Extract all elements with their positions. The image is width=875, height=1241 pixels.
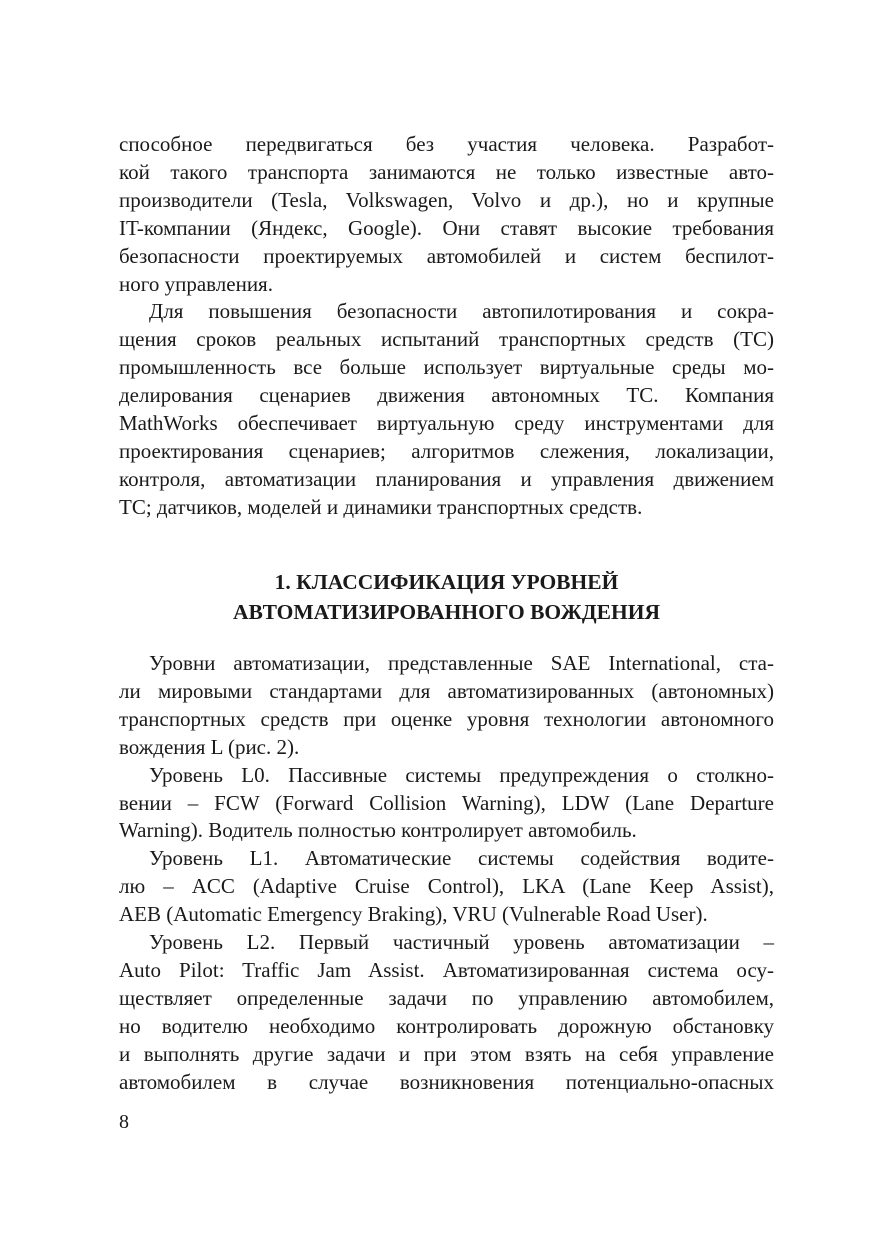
text-line: безопасности проектируемых автомобилей и систем беспилот- [119, 243, 774, 268]
text-line: ного управления. [119, 271, 273, 296]
text-line: делирования сценариев движения автономных ТС. Компания [119, 383, 774, 408]
text-line: IT-компании (Яндекс, Google). Они ставят высокие требования [119, 215, 774, 240]
text-line: и выполнять другие задачи и при этом взять на себя управление [119, 1041, 774, 1066]
section-heading-line: АВТОМАТИЗИРОВАННОГО ВОЖДЕНИЯ [233, 600, 660, 624]
text-line: Уровень L0. Пассивные системы предупреждения о столкно- [149, 762, 774, 787]
text-line: промышленность все больше использует виртуальные среды мо- [119, 355, 774, 380]
text-line: ществляет определенные задачи по управлению автомобилем, [119, 985, 774, 1010]
text-line: Уровень L2. Первый частичный уровень автоматизации – [149, 930, 774, 955]
text-line: ТС; датчиков, моделей и динамики транспортных средств. [119, 494, 643, 519]
text-line: лю – ACC (Adaptive Cruise Control), LKA (Lane Keep Assist), [119, 874, 774, 899]
text-line: Для повышения безопасности автопилотирования и сокра- [149, 299, 774, 324]
text-line: автомобилем в случае возникновения потенциально-опасных [119, 1069, 774, 1094]
text-line: вождения L (рис. 2). [119, 734, 300, 759]
text-line: ли мировыми стандартами для автоматизированных (автономных) [119, 678, 774, 703]
page-number: 8 [119, 1111, 129, 1133]
text-line: AEB (Automatic Emergency Braking), VRU (Vulnerable Road User). [119, 902, 708, 927]
text-line: вении – FCW (Forward Collision Warning), LDW (Lane Departure [119, 790, 774, 815]
text-line: Уровень L1. Автоматические системы содействия водите- [149, 846, 774, 871]
text-line: способное передвигаться без участия человека. Разработ- [119, 132, 774, 156]
text-line: но водителю необходимо контролировать дорожную обстановку [119, 1013, 774, 1038]
text-line: Warning). Водитель полностью контролирует автомобиль. [119, 818, 637, 843]
intro-text [119, 131, 774, 522]
text-line: контроля, автоматизации планирования и управления движением [119, 466, 774, 491]
section-heading [119, 567, 774, 627]
text-line: проектирования сценариев; алгоритмов слежения, локализации, [119, 438, 774, 463]
text-line: Auto Pilot: Traffic Jam Assist. Автоматизированная система осу- [119, 957, 774, 982]
section-text [119, 650, 774, 1097]
text-line: кой такого транспорта занимаются не только известные авто- [119, 159, 774, 184]
text-line: производители (Tesla, Volkswagen, Volvo и др.), но и крупные [119, 187, 774, 212]
text-line: щения сроков реальных испытаний транспортных средств (ТС) [119, 327, 774, 352]
section-heading-line: 1. КЛАССИФИКАЦИЯ УРОВНЕЙ [274, 570, 619, 594]
text-line: MathWorks обеспечивает виртуальную среду инструментами для [119, 411, 774, 436]
text-line: Уровни автоматизации, представленные SAE International, ста- [149, 651, 774, 675]
text-line: транспортных средств при оценке уровня технологии автономного [119, 706, 774, 731]
